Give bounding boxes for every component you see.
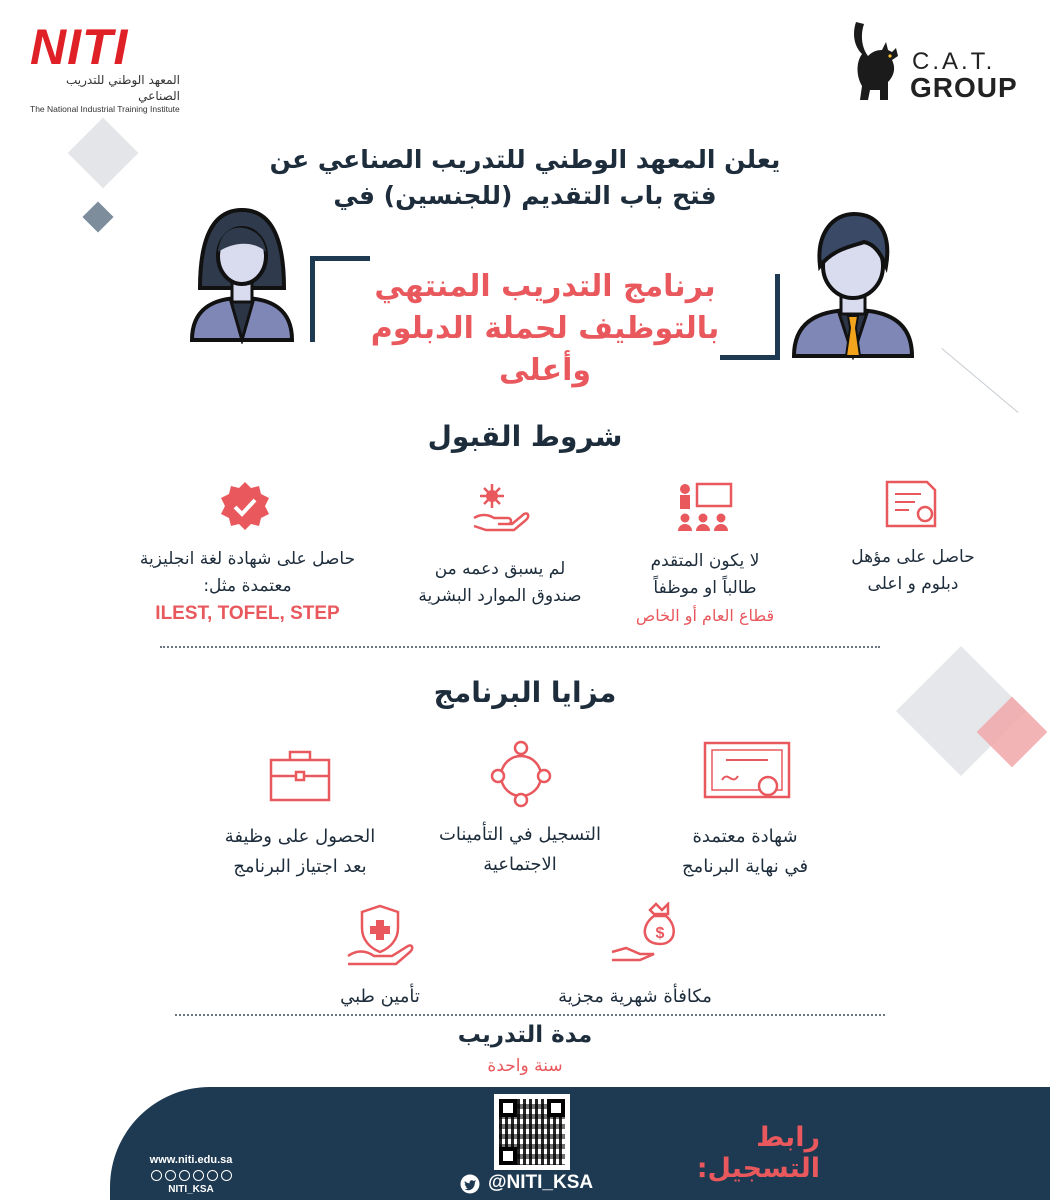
program-title bbox=[330, 266, 760, 392]
classroom-icon bbox=[675, 480, 735, 532]
program-box bbox=[310, 256, 780, 388]
condition-1-line1: حاصل على مؤهل bbox=[851, 547, 975, 567]
condition-4-line2: معتمدة مثل: bbox=[203, 576, 292, 596]
condition-2-highlight: قطاع العام أو الخاص bbox=[635, 606, 775, 625]
network-icon bbox=[490, 738, 552, 810]
announcement bbox=[230, 142, 820, 214]
duration-value: سنة واحدة bbox=[487, 1056, 563, 1076]
decor-diamond-gray bbox=[68, 118, 139, 189]
briefcase-icon bbox=[268, 746, 332, 804]
divider-1 bbox=[160, 646, 880, 648]
announcement-line2: فتح باب التقديم (للجنسين) في bbox=[333, 181, 717, 210]
benefit-2-line1: التسجيل في التأمينات bbox=[438, 824, 602, 845]
benefit-1-line2: في نهاية البرنامج bbox=[681, 856, 809, 877]
man-avatar-icon bbox=[790, 208, 916, 360]
program-title-line2: بالتوظيف لحملة الدبلوم وأعلى bbox=[370, 311, 720, 388]
niti-logo bbox=[30, 19, 190, 114]
benefit-5-line1: تأمين طبي bbox=[340, 986, 420, 1007]
decor-line bbox=[941, 348, 1018, 413]
duration-title: مدة التدريب bbox=[457, 1022, 593, 1048]
cat-logo-line2: GROUP bbox=[910, 72, 1018, 103]
divider-2 bbox=[175, 1014, 885, 1016]
benefit-4-line1: مكافأة شهرية مجزية bbox=[558, 986, 712, 1007]
condition-4-line1: حاصل على شهادة لغة انجليزية bbox=[139, 549, 356, 569]
medical-insurance-icon bbox=[346, 902, 414, 968]
announcement-line1: يعلن المعهد الوطني للتدريب الصناعي عن bbox=[269, 145, 781, 174]
benefit-3-line1: الحصول على وظيفة bbox=[224, 826, 376, 847]
condition-4-highlight: ILEST, TOFEL, STEP bbox=[155, 603, 340, 624]
diploma-icon bbox=[702, 740, 792, 802]
niti-wordmark: NITI bbox=[30, 19, 129, 75]
register-label: رابط التسجيل: bbox=[696, 1122, 820, 1184]
instagram-icon[interactable] bbox=[193, 1170, 204, 1181]
cat-logo-line1: C.A.T. bbox=[912, 48, 996, 75]
linkedin-icon[interactable] bbox=[221, 1170, 232, 1181]
condition-3-line1: لم يسبق دعمه من bbox=[434, 559, 566, 579]
social-icons-row bbox=[136, 1170, 246, 1181]
niti-arabic-name: المعهد الوطني للتدريب الصناعي bbox=[65, 73, 180, 103]
snapchat-icon[interactable] bbox=[151, 1170, 162, 1181]
niti-english-name: The National Industrial Training Institute bbox=[30, 104, 180, 114]
hand-support-icon bbox=[470, 480, 530, 534]
condition-2-line1: لا يكون المتقدم bbox=[650, 551, 760, 571]
benefit-1-line1: شهادة معتمدة bbox=[692, 826, 798, 847]
twitter-handle[interactable]: @NITI_KSA bbox=[488, 1172, 594, 1193]
condition-1-line2: دبلوم و اعلى bbox=[867, 574, 959, 594]
website-link[interactable]: www.niti.edu.sa bbox=[149, 1154, 233, 1166]
qr-code[interactable] bbox=[494, 1094, 570, 1170]
verified-badge-icon bbox=[217, 480, 273, 536]
youtube-icon[interactable] bbox=[207, 1170, 218, 1181]
cat-icon bbox=[846, 20, 906, 102]
conditions-title: شروط القبول bbox=[427, 420, 623, 453]
twitter-small-icon[interactable] bbox=[165, 1170, 176, 1181]
woman-avatar-icon bbox=[186, 204, 298, 344]
benefits-title: مزايا البرنامج bbox=[433, 676, 617, 709]
condition-3-line2: صندوق الموارد البشرية bbox=[418, 586, 582, 606]
svg-text:$: $ bbox=[655, 925, 665, 942]
decor-diamond-small bbox=[82, 201, 113, 232]
cat-group-logo bbox=[846, 20, 1031, 105]
benefit-2-line2: الاجتماعية bbox=[483, 854, 557, 875]
condition-2-line2: طالباً او موظفاً bbox=[653, 578, 757, 598]
twitter-icon bbox=[460, 1174, 480, 1194]
money-bag-icon bbox=[610, 902, 682, 968]
social-handle: NITI_KSA bbox=[168, 1184, 214, 1195]
certificate-icon bbox=[883, 478, 943, 530]
program-title-line1: برنامج التدريب المنتهي bbox=[374, 269, 716, 304]
facebook-icon[interactable] bbox=[179, 1170, 190, 1181]
benefit-3-line2: بعد اجتياز البرنامج bbox=[233, 856, 367, 877]
